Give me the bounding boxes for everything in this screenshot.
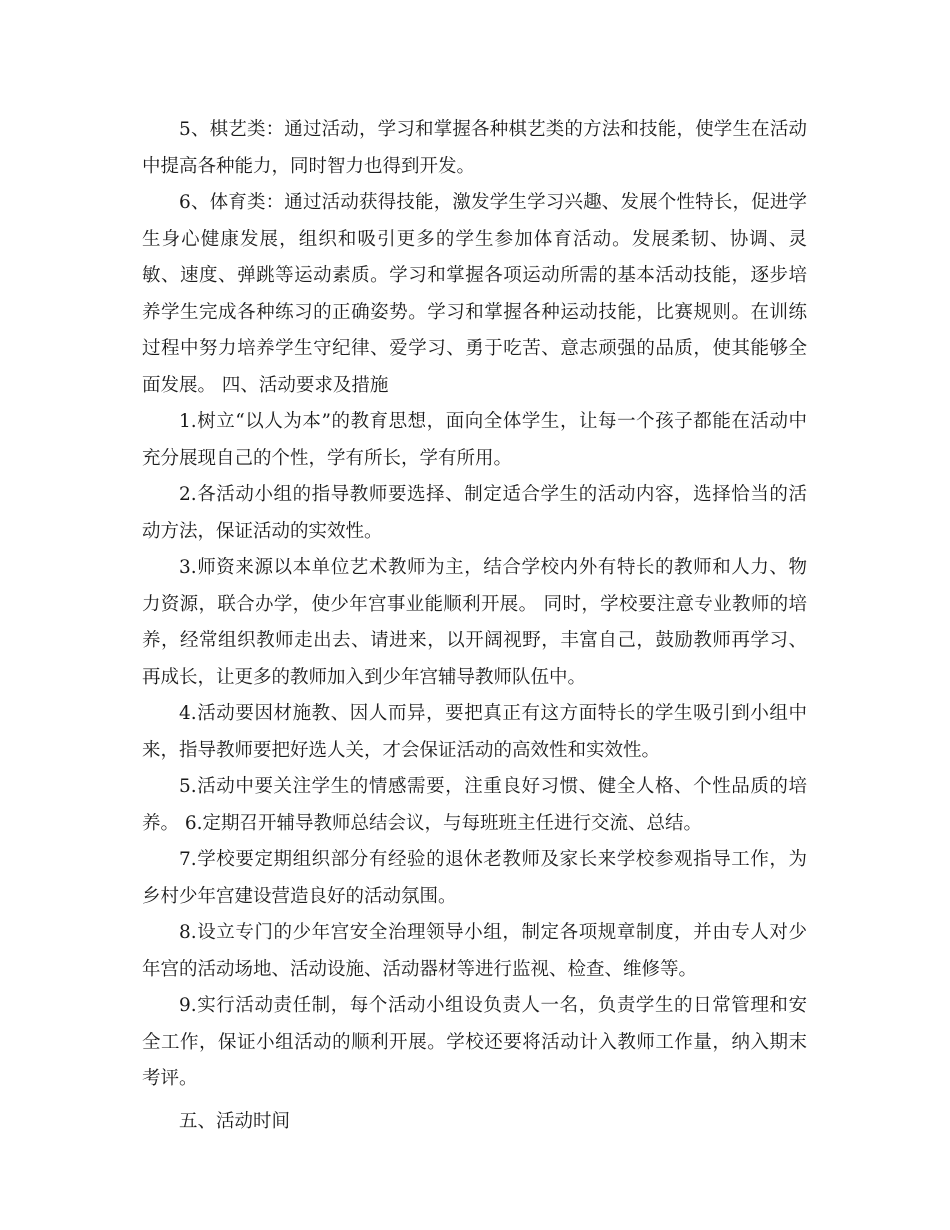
paragraph-requirement-5-6: 5.活动中要关注学生的情感需要，注重良好习惯、健全人格、个性品质的培养。 6.定期召开辅导教师总结会议，与每班班主任进行交流、总结。 — [142, 776, 807, 834]
paragraph-requirement-3: 3.师资来源以本单位艺术教师为主，结合学校内外有特长的教师和人力、物力资源，联合办学，使少年宫事业能顺利开展。 同时，学校要注意专业教师的培养，经常组织教师走出去、请进来，以开阔视野，丰富自己，鼓励教师再学习、再成长，让更多的教师加入到少年宫辅导教师队伍中。 — [142, 557, 807, 688]
paragraph-chess: 5、棋艺类：通过活动，学习和掌握各种棋艺类的方法和技能，使学生在活动中提高各种能力，同时智力也得到开发。 — [142, 119, 807, 177]
section-heading-activity-time: 五、活动时间 — [179, 1110, 291, 1132]
paragraph-requirement-2: 2.各活动小组的指导教师要选择、制定适合学生的活动内容，选择恰当的活动方法，保证活动的实效性。 — [142, 484, 807, 542]
paragraph-requirement-7: 7.学校要定期组织部分有经验的退休老教师及家长来学校参观指导工作，为乡村少年宫建设营造良好的活动氛围。 — [142, 849, 807, 907]
paragraph-requirement-4: 4.活动要因材施教、因人而异，要把真正有这方面特长的学生吸引到小组中来，指导教师要把好选人关，才会保证活动的高效性和实效性。 — [142, 703, 807, 761]
document-body — [142, 112, 807, 1140]
paragraph-requirement-1: 1.树立“以人为本”的教育思想，面向全体学生，让每一个孩子都能在活动中充分展现自己的个性，学有所长，学有所用。 — [142, 411, 807, 469]
paragraph-sports: 6、体育类：通过活动获得技能，激发学生学习兴趣、发展个性特长，促进学生身心健康发展，组织和吸引更多的学生参加体育活动。发展柔韧、协调、灵敏、速度、弹跳等运动素质。学习和掌握各项运动所需的基本活动技能，逐步培养学生完成各种练习的正确姿势。学习和掌握各种运动技能，比赛规则。在训练过程中努力培养学生守纪律、爱学习、勇于吃苦、意志顽强的品质，使其能够全面发展。 四、活动要求及措施 — [142, 192, 807, 396]
paragraph-requirement-8: 8.设立专门的少年宫安全治理领导小组，制定各项规章制度，并由专人对少年宫的活动场地、活动设施、活动器材等进行监视、检查、维修等。 — [142, 922, 807, 980]
paragraph-requirement-9: 9.实行活动责任制，每个活动小组设负责人一名，负责学生的日常管理和安全工作，保证小组活动的顺利开展。学校还要将活动计入教师工作量，纳入期末考评。 — [142, 995, 807, 1089]
